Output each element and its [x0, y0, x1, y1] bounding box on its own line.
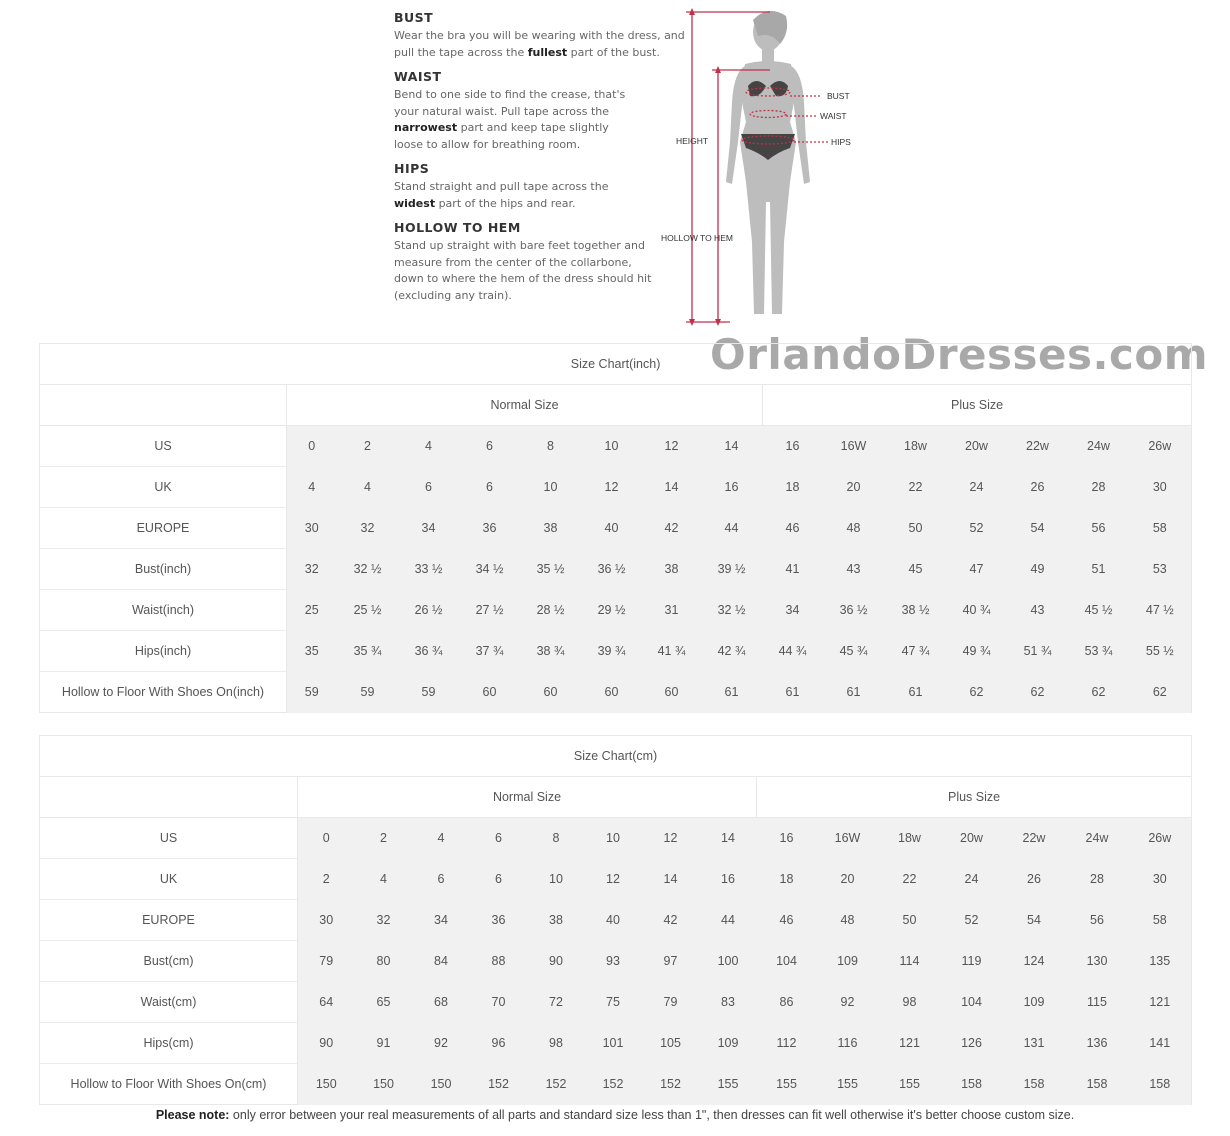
table-cell: 6 [413, 859, 470, 900]
table-cell: 68 [413, 982, 470, 1023]
table-cell: 96 [470, 1023, 528, 1064]
table-cell: 58 [1129, 900, 1192, 941]
table-row [40, 1023, 1192, 1064]
table-cell: 32 [355, 900, 413, 941]
table-cell: 12 [581, 467, 643, 508]
table-cell: 62 [1007, 672, 1069, 713]
table-cell: 26 [1003, 859, 1066, 900]
row-label: Bust(cm) [40, 941, 298, 982]
table-cell: 75 [585, 982, 642, 1023]
table-cell: 32 ½ [701, 590, 763, 631]
table-cell: 28 ½ [521, 590, 581, 631]
normal-size-header: Normal Size [298, 777, 757, 818]
plus-size-header: Plus Size [757, 777, 1192, 818]
table-cell: 32 [337, 508, 399, 549]
table-row [40, 426, 1192, 467]
table-cell: 40 [581, 508, 643, 549]
table-cell: 92 [817, 982, 879, 1023]
table-cell: 39 ¾ [581, 631, 643, 672]
table-cell: 62 [947, 672, 1007, 713]
table-cell: 6 [470, 859, 528, 900]
table-cell: 54 [1003, 900, 1066, 941]
table-cell: 158 [1003, 1064, 1066, 1105]
table-cell: 0 [287, 426, 337, 467]
table-cell: 52 [947, 508, 1007, 549]
table-cell: 141 [1129, 1023, 1192, 1064]
table-cell: 24w [1066, 818, 1129, 859]
table-cell: 10 [585, 818, 642, 859]
table-cell: 109 [817, 941, 879, 982]
table-cell: 31 [643, 590, 701, 631]
table-cell: 56 [1069, 508, 1129, 549]
table-row [40, 818, 1192, 859]
table-cell: 16 [763, 426, 823, 467]
waist-instructions: Bend to one side to find the crease, that's your natural waist. Pull tape across the narrowest part and keep tape slightly loose to allow for breathing room. [394, 88, 626, 151]
table-row [40, 859, 1192, 900]
table-cell: 6 [470, 818, 528, 859]
table-cell: 30 [287, 508, 337, 549]
size-note: Please note: only error between your real measurements of all parts and standard size less than 1", then dresses can fit well otherwise it's better choose custom size. [155, 1108, 1075, 1122]
bust-heading: BUST [394, 10, 434, 25]
size-chart-cm-table [39, 735, 1192, 1105]
table-cell: 10 [581, 426, 643, 467]
table-cell: 2 [298, 859, 355, 900]
table-cell: 44 [701, 508, 763, 549]
table-cell: 98 [528, 1023, 585, 1064]
table-cell: 152 [642, 1064, 700, 1105]
table-cell: 24w [1069, 426, 1129, 467]
table-cell: 38 [528, 900, 585, 941]
table-cell: 26 ½ [399, 590, 459, 631]
table-row [40, 590, 1192, 631]
table-cell: 33 ½ [399, 549, 459, 590]
body-figure [650, 2, 870, 332]
figure-label-height: HEIGHT [676, 136, 709, 146]
table-cell: 131 [1003, 1023, 1066, 1064]
table-cell: 152 [528, 1064, 585, 1105]
table-row [40, 900, 1192, 941]
table-cell: 150 [298, 1064, 355, 1105]
table-cell: 41 [763, 549, 823, 590]
table-cell: 20w [947, 426, 1007, 467]
bust-instructions: Wear the bra you will be wearing with the dress, and pull the tape across the fullest part of the bust. [394, 29, 685, 59]
table-cell: 80 [355, 941, 413, 982]
table-cell: 8 [528, 818, 585, 859]
table-cell: 59 [337, 672, 399, 713]
table-cell: 42 [642, 900, 700, 941]
row-label: US [40, 426, 287, 467]
table-cell: 46 [763, 508, 823, 549]
bust-section [394, 10, 694, 61]
hollow-instructions: Stand up straight with bare feet together and measure from the center of the collarbone, down to where the hem of the dress should hit (excluding any train). [394, 239, 652, 302]
table-cell: 6 [399, 467, 459, 508]
table-cell: 34 ½ [459, 549, 521, 590]
table-cell: 36 ¾ [399, 631, 459, 672]
table-cell: 112 [757, 1023, 817, 1064]
table-cell: 97 [642, 941, 700, 982]
table-cell: 45 ¾ [823, 631, 885, 672]
table-row [40, 1064, 1192, 1105]
table-cell: 26 [1007, 467, 1069, 508]
normal-size-header: Normal Size [287, 385, 763, 426]
row-label: Hips(cm) [40, 1023, 298, 1064]
table-title: Size Chart(inch) [40, 344, 1192, 385]
table-cell: 42 [643, 508, 701, 549]
table-cell: 61 [763, 672, 823, 713]
table-cell: 16 [701, 467, 763, 508]
table-cell: 104 [757, 941, 817, 982]
table-cell: 124 [1003, 941, 1066, 982]
size-chart-inch [39, 343, 1191, 713]
table-cell: 61 [823, 672, 885, 713]
table-cell: 6 [459, 467, 521, 508]
table-cell: 130 [1066, 941, 1129, 982]
hollow-section [394, 220, 654, 304]
table-cell: 49 ¾ [947, 631, 1007, 672]
table-row [40, 982, 1192, 1023]
table-cell: 91 [355, 1023, 413, 1064]
table-cell: 8 [521, 426, 581, 467]
table-cell: 155 [700, 1064, 757, 1105]
table-cell: 155 [817, 1064, 879, 1105]
table-cell: 116 [817, 1023, 879, 1064]
table-cell: 79 [642, 982, 700, 1023]
table-cell: 86 [757, 982, 817, 1023]
row-label: Waist(cm) [40, 982, 298, 1023]
table-cell: 51 [1069, 549, 1129, 590]
table-cell: 4 [399, 426, 459, 467]
table-cell: 115 [1066, 982, 1129, 1023]
table-cell: 47 [947, 549, 1007, 590]
table-cell: 121 [1129, 982, 1192, 1023]
table-cell: 27 ½ [459, 590, 521, 631]
table-cell: 43 [1007, 590, 1069, 631]
table-cell: 50 [879, 900, 941, 941]
table-cell: 150 [413, 1064, 470, 1105]
table-cell: 98 [879, 982, 941, 1023]
table-cell: 39 ½ [701, 549, 763, 590]
table-cell: 152 [470, 1064, 528, 1105]
table-row [40, 508, 1192, 549]
table-cell: 26w [1129, 426, 1192, 467]
table-cell: 35 ¾ [337, 631, 399, 672]
table-cell: 65 [355, 982, 413, 1023]
table-cell: 10 [521, 467, 581, 508]
table-cell: 56 [1066, 900, 1129, 941]
table-cell: 34 [413, 900, 470, 941]
table-cell: 20w [941, 818, 1003, 859]
table-cell: 38 ¾ [521, 631, 581, 672]
plus-size-header: Plus Size [763, 385, 1192, 426]
waist-heading: WAIST [394, 69, 442, 84]
table-title: Size Chart(cm) [40, 736, 1192, 777]
table-cell: 45 [885, 549, 947, 590]
table-cell: 158 [1129, 1064, 1192, 1105]
figure-label-hollow: HOLLOW TO HEM [661, 233, 733, 243]
table-cell: 155 [757, 1064, 817, 1105]
table-cell: 158 [941, 1064, 1003, 1105]
table-cell: 72 [528, 982, 585, 1023]
table-cell: 12 [642, 818, 700, 859]
table-cell: 104 [941, 982, 1003, 1023]
table-cell: 22 [879, 859, 941, 900]
table-cell: 35 [287, 631, 337, 672]
table-cell: 83 [700, 982, 757, 1023]
table-cell: 43 [823, 549, 885, 590]
table-cell: 105 [642, 1023, 700, 1064]
waist-section [394, 69, 634, 153]
table-cell: 12 [643, 426, 701, 467]
table-cell: 64 [298, 982, 355, 1023]
table-cell: 93 [585, 941, 642, 982]
table-cell: 16W [817, 818, 879, 859]
table-cell: 30 [1129, 859, 1192, 900]
hips-instructions: Stand straight and pull tape across the widest part of the hips and rear. [394, 180, 609, 210]
table-cell: 136 [1066, 1023, 1129, 1064]
table-cell: 4 [355, 859, 413, 900]
table-cell: 40 ¾ [947, 590, 1007, 631]
table-cell: 109 [1003, 982, 1066, 1023]
table-cell: 34 [399, 508, 459, 549]
table-cell: 47 ¾ [885, 631, 947, 672]
table-cell: 53 ¾ [1069, 631, 1129, 672]
table-cell: 44 [700, 900, 757, 941]
table-cell: 88 [470, 941, 528, 982]
table-cell: 24 [941, 859, 1003, 900]
table-row [40, 631, 1192, 672]
figure-label-waist: WAIST [820, 111, 847, 121]
size-chart-cm [39, 735, 1191, 1105]
table-cell: 50 [885, 508, 947, 549]
table-cell: 14 [642, 859, 700, 900]
body-silhouette-illustration [650, 2, 870, 332]
table-cell: 46 [757, 900, 817, 941]
table-cell: 18 [763, 467, 823, 508]
table-cell: 51 ¾ [1007, 631, 1069, 672]
table-row [40, 941, 1192, 982]
table-cell: 135 [1129, 941, 1192, 982]
header-blank-cell [40, 777, 298, 818]
table-cell: 121 [879, 1023, 941, 1064]
table-cell: 14 [700, 818, 757, 859]
table-cell: 53 [1129, 549, 1192, 590]
row-label: EUROPE [40, 508, 287, 549]
table-cell: 32 ½ [337, 549, 399, 590]
table-cell: 18 [757, 859, 817, 900]
hollow-heading: HOLLOW TO HEM [394, 220, 521, 235]
table-cell: 52 [941, 900, 1003, 941]
table-cell: 24 [947, 467, 1007, 508]
table-cell: 62 [1069, 672, 1129, 713]
figure-label-hips: HIPS [831, 137, 851, 147]
table-cell: 92 [413, 1023, 470, 1064]
table-cell: 47 ½ [1129, 590, 1192, 631]
table-cell: 42 ¾ [701, 631, 763, 672]
table-cell: 14 [701, 426, 763, 467]
table-cell: 48 [817, 900, 879, 941]
table-cell: 14 [643, 467, 701, 508]
table-row [40, 467, 1192, 508]
table-cell: 90 [528, 941, 585, 982]
table-cell: 0 [298, 818, 355, 859]
table-cell: 28 [1069, 467, 1129, 508]
hips-heading: HIPS [394, 161, 430, 176]
table-cell: 79 [298, 941, 355, 982]
table-cell: 2 [337, 426, 399, 467]
table-cell: 44 ¾ [763, 631, 823, 672]
table-cell: 29 ½ [581, 590, 643, 631]
table-cell: 62 [1129, 672, 1192, 713]
table-cell: 60 [521, 672, 581, 713]
table-cell: 155 [879, 1064, 941, 1105]
table-cell: 30 [1129, 467, 1192, 508]
row-label: Bust(inch) [40, 549, 287, 590]
table-cell: 61 [885, 672, 947, 713]
table-cell: 158 [1066, 1064, 1129, 1105]
table-cell: 36 ½ [823, 590, 885, 631]
table-cell: 16W [823, 426, 885, 467]
table-cell: 26w [1129, 818, 1192, 859]
table-cell: 54 [1007, 508, 1069, 549]
table-cell: 22 [885, 467, 947, 508]
table-cell: 40 [585, 900, 642, 941]
table-cell: 48 [823, 508, 885, 549]
watermark-logo: OrlandoDresses.com [710, 330, 1208, 379]
table-cell: 90 [298, 1023, 355, 1064]
table-cell: 32 [287, 549, 337, 590]
table-cell: 150 [355, 1064, 413, 1105]
table-cell: 36 [470, 900, 528, 941]
table-cell: 152 [585, 1064, 642, 1105]
table-cell: 4 [413, 818, 470, 859]
table-cell: 55 ½ [1129, 631, 1192, 672]
table-cell: 61 [701, 672, 763, 713]
table-cell: 16 [700, 859, 757, 900]
table-cell: 28 [1066, 859, 1129, 900]
row-label: UK [40, 467, 287, 508]
table-cell: 6 [459, 426, 521, 467]
table-cell: 41 ¾ [643, 631, 701, 672]
table-cell: 45 ½ [1069, 590, 1129, 631]
table-cell: 10 [528, 859, 585, 900]
table-cell: 22w [1007, 426, 1069, 467]
table-cell: 60 [459, 672, 521, 713]
table-cell: 59 [399, 672, 459, 713]
table-cell: 84 [413, 941, 470, 982]
hips-section [394, 161, 624, 212]
row-label: Hips(inch) [40, 631, 287, 672]
table-cell: 119 [941, 941, 1003, 982]
table-cell: 70 [470, 982, 528, 1023]
figure-label-bust: BUST [827, 91, 850, 101]
table-cell: 22w [1003, 818, 1066, 859]
table-cell: 100 [700, 941, 757, 982]
table-cell: 35 ½ [521, 549, 581, 590]
table-cell: 20 [823, 467, 885, 508]
table-cell: 49 [1007, 549, 1069, 590]
table-cell: 126 [941, 1023, 1003, 1064]
measuring-guide [394, 10, 694, 312]
table-cell: 34 [763, 590, 823, 631]
size-chart-inch-table [39, 343, 1192, 713]
table-cell: 38 [521, 508, 581, 549]
table-cell: 109 [700, 1023, 757, 1064]
table-cell: 18w [879, 818, 941, 859]
table-cell: 36 [459, 508, 521, 549]
table-cell: 60 [643, 672, 701, 713]
table-cell: 20 [817, 859, 879, 900]
table-cell: 18w [885, 426, 947, 467]
table-row [40, 672, 1192, 713]
table-cell: 58 [1129, 508, 1192, 549]
table-cell: 36 ½ [581, 549, 643, 590]
row-label: Hollow to Floor With Shoes On(cm) [40, 1064, 298, 1105]
table-cell: 101 [585, 1023, 642, 1064]
table-cell: 114 [879, 941, 941, 982]
table-cell: 25 [287, 590, 337, 631]
row-label: UK [40, 859, 298, 900]
table-cell: 37 ¾ [459, 631, 521, 672]
table-row [40, 549, 1192, 590]
table-cell: 4 [337, 467, 399, 508]
table-cell: 38 ½ [885, 590, 947, 631]
row-label: Waist(inch) [40, 590, 287, 631]
row-label: EUROPE [40, 900, 298, 941]
table-cell: 30 [298, 900, 355, 941]
header-blank-cell [40, 385, 287, 426]
table-cell: 16 [757, 818, 817, 859]
row-label: Hollow to Floor With Shoes On(inch) [40, 672, 287, 713]
table-cell: 2 [355, 818, 413, 859]
table-cell: 4 [287, 467, 337, 508]
table-cell: 25 ½ [337, 590, 399, 631]
table-cell: 60 [581, 672, 643, 713]
table-cell: 12 [585, 859, 642, 900]
table-cell: 38 [643, 549, 701, 590]
table-cell: 59 [287, 672, 337, 713]
row-label: US [40, 818, 298, 859]
